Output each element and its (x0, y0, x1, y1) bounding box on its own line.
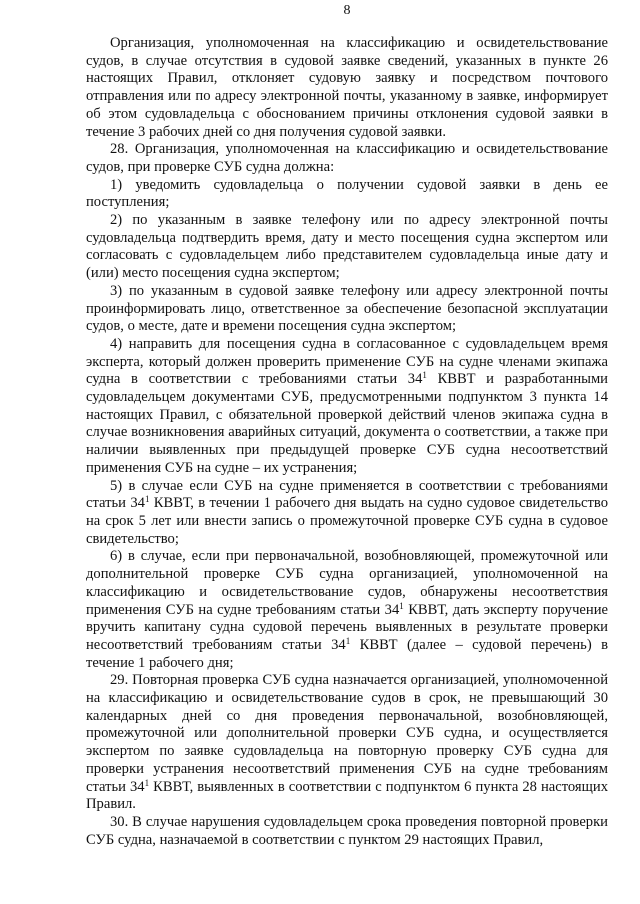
paragraph-30: 30. В случае нарушения судовладельцем срока проведения повторной проверки СУБ судна, назначаемой в соответствии с пунктом 29 настоящих Правил, (86, 813, 608, 848)
page-number: 8 (343, 3, 351, 18)
paragraph-28-item-4: 4) направить для посещения судна в согласованное с судовладельцем время эксперта, который должен проверить применение СУБ на судне членами экипажа судна в соответствии с требованиями статьи $34^1$ КВВТ и разработанными судовладельцем документами СУБ, предусмотренными подпунктом 3 пункта 14 настоящих Правил, с обязательной проверкой действий членов экипажа судна в случае возникновения аварийных ситуаций, документа о соответствии, а также при наличии выявленных при предыдущей проверке СУБ судна несоответствий применения СУБ на судне – их устранения; (86, 335, 608, 476)
paragraph-rejection: Организация, уполномоченная на классификацию и освидетельствование судов, в случае отсутствия в судовой заявке сведений, указанных в пункте 26 настоящих Правил, отклоняет судовую заявку и посредством почтового отправления или по адресу электронной почты, указанному в заявке, информирует об этом судовладельца с обоснованием причины отклонения судовой заявки в течение 3 рабочих дней со дня получения судовой заявки. (86, 35, 608, 140)
paragraph-28: 28. Организация, уполномоченная на классификацию и освидетельствование судов, при проверке СУБ судна должна: (86, 141, 608, 175)
paragraph-28-item-1: 1) уведомить судовладельца о получении судовой заявки в день ее поступления; (86, 176, 608, 211)
paragraph-28-item-3: 3) по указанным в судовой заявке телефону или адресу электронной почты проинформировать лицо, ответственное за обеспечение безопасной эксплуатации судов, о месте, дате и времени посещения судна экспертом; (86, 282, 608, 335)
document-body (86, 35, 608, 849)
paragraph-28-item-2: 2) по указанным в заявке телефону или по адресу электронной почты судовладельца подтвердить время, дату и место посещения судна экспертом или согласовать с судовладельцем либо представителем судовладельца иные дату и (или) место посещения судна экспертом; (86, 212, 608, 282)
paragraph-28-item-6: 6) в случае, если при первоначальной, возобновляющей, промежуточной или дополнительной проверке СУБ судна организацией, уполномоченной на классификацию и освидетельствование судов, обнаружены несоответствия применения СУБ на судне требованиям статьи $34^1$ КВВТ, дать эксперту поручение вручить капитану судна судовой перечень выявленных в результате проверки несоответствий требованиям статьи $34^1$ КВВТ (далее – судовой перечень) в течение 1 рабочего дня; (86, 548, 608, 671)
paragraph-28-item-5: 5) в случае если СУБ на судне применяется в соответствии с требованиями статьи $34^1$ КВВТ, в течении 1 рабочего дня выдать на судно судовое свидетельство на срок 5 лет или внести запись о промежуточной проверке СУБ судна в судовое свидетельство; (86, 477, 608, 547)
paragraph-29: 29. Повторная проверка СУБ судна назначается организацией, уполномоченной на классификацию и освидетельствование судов в срок, не превышающий 30 календарных дней со дня проведения первоначальной, возобновляющей, промежуточной или дополнительной проверки СУБ судна, и осуществляется экспертом по заявке судовладельца на повторную проверку СУБ судна для проверки устранения несоответствий применения СУБ на судне требованиям статьи $34^1$ КВВТ, выявленных в соответствии с подпунктом 6 пункта 28 настоящих Правил. (86, 672, 608, 813)
